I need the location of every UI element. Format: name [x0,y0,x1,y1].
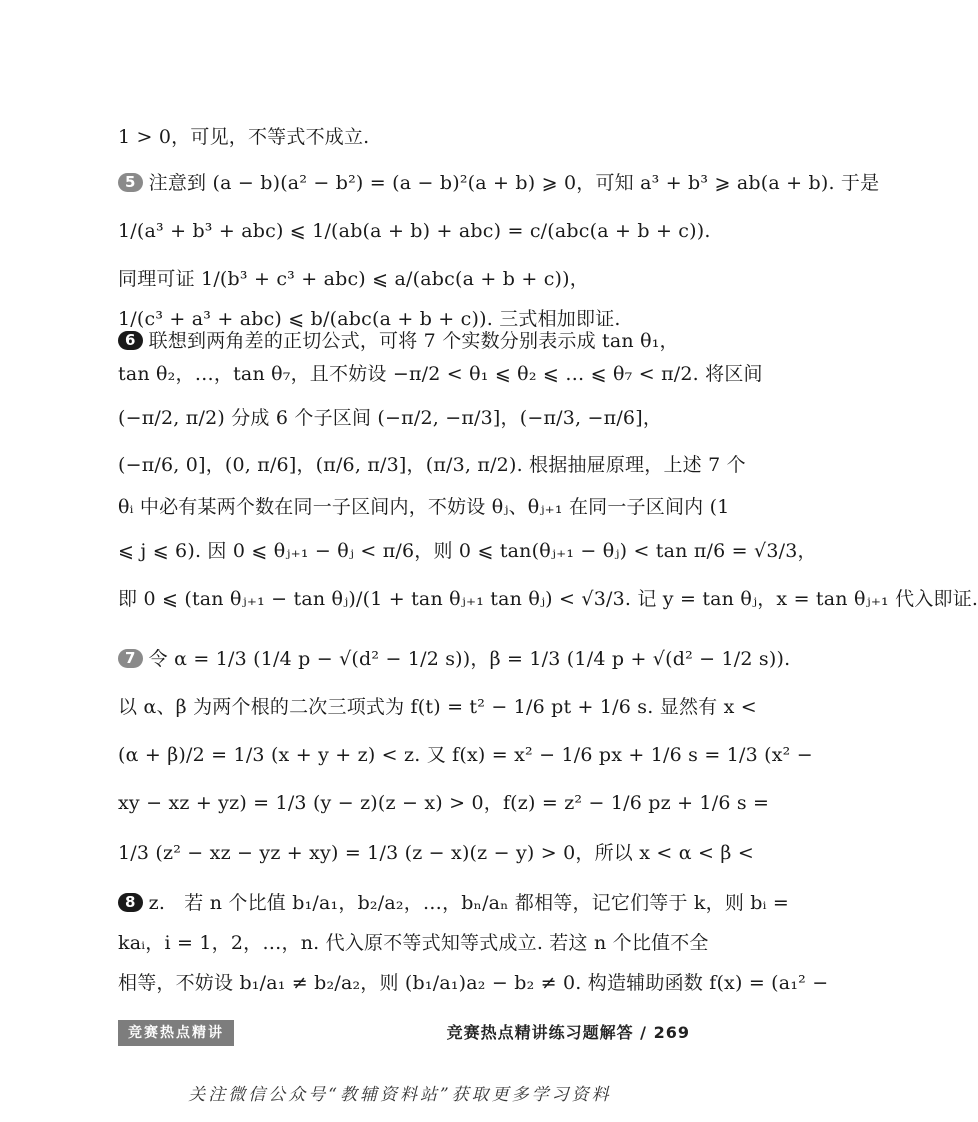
text-line: 即 0 ⩽ (tan θⱼ₊₁ − tan θⱼ)/(1 + tan θⱼ₊₁ tan θⱼ) < √3/3. 记 y = tan θⱼ，x = tan θⱼ₊₁ 代入即证. [118,588,978,610]
section-label: 竞赛热点精讲 [118,1020,234,1046]
problem-number-badge: 7 [118,649,143,668]
text-line: θᵢ 中必有某两个数在同一子区间内，不妨设 θⱼ、θⱼ₊₁ 在同一子区间内 (1 [118,496,730,518]
footer-title: 竞赛热点精讲练习题解答 [446,1023,634,1042]
problem-number-badge: 5 [118,173,143,192]
text-line: 1/(a³ + b³ + abc) ⩽ 1/(ab(a + b) + abc) = c/(abc(a + b + c)). [118,220,711,242]
text-line: (−π/6, 0]，(0, π/6]，(π/6, π/3]，(π/3, π/2). 根据抽屉原理，上述 7 个 [118,454,746,476]
text-line: 1/3 (z² − xz − yz + xy) = 1/3 (z − x)(z − y) > 0，所以 x < α < β < [118,842,754,864]
text-line: 同理可证 1/(b³ + c³ + abc) ⩽ a/(abc(a + b + c))， [118,268,589,290]
problem-number-badge: 8 [118,893,143,912]
text-line: 相等，不妨设 b₁/a₁ ≠ b₂/a₂，则 (b₁/a₁)a₂ − b₂ ≠ 0. 构造辅助函数 f(x) = (a₁² − [118,972,829,994]
text-line: 1/(c³ + a³ + abc) ⩽ b/(abc(a + b + c)). 三式相加即证. [118,308,621,330]
text-line: 6 联想到两角差的正切公式，可将 7 个实数分别表示成 tan θ₁， [118,328,684,354]
text-line: (α + β)/2 = 1/3 (x + y + z) < z. 又 f(x) = x² − 1/6 px + 1/6 s = 1/3 (x² − [118,744,813,766]
problem-number-badge: 6 [118,331,143,350]
text-line: 以 α、β 为两个根的二次三项式为 f(t) = t² − 1/6 pt + 1/6 s. 显然有 x < [118,696,757,718]
text-line: tan θ₂，…，tan θ₇，且不妨设 −π/2 < θ₁ ⩽ θ₂ ⩽ … ⩽ θ₇ < π/2. 将区间 [118,363,763,385]
page-footer [447,1020,690,1046]
text-line: 5 注意到 (a − b)(a² − b²) = (a − b)²(a + b) ⩾ 0，可知 a³ + b³ ⩾ ab(a + b). 于是 [118,170,684,196]
text-line: xy − xz + yz) = 1/3 (y − z)(z − x) > 0，f(z) = z² − 1/6 pz + 1/6 s = [118,792,770,814]
text-line: (−π/2, π/2) 分成 6 个子区间 (−π/2, −π/3]，(−π/3, −π/6]， [118,407,663,429]
text-line: 7 令 α = 1/3 (1/4 p − √(d² − 1/2 s))，β = 1/3 (1/4 p + √(d² − 1/2 s)). [118,646,684,672]
text-line: ⩽ j ⩽ 6). 因 0 ⩽ θⱼ₊₁ − θⱼ < π/6，则 0 ⩽ tan(θⱼ₊₁ − θⱼ) < tan π/6 = √3/3， [118,540,817,562]
footer-separator: / [640,1023,648,1042]
page-number: 269 [653,1023,690,1042]
watermark-text: 关注微信公众号“教辅资料站”获取更多学习资料 [188,1085,612,1105]
text-line: kaᵢ，i = 1，2，…，n. 代入原不等式知等式成立. 若这 n 个比值不全 [118,932,709,954]
text-line: 8 z. 若 n 个比值 b₁/a₁，b₂/a₂，…，bₙ/aₙ 都相等，记它们等于 k，则 bᵢ = [118,890,684,916]
text-line: 1 > 0，可见，不等式不成立. [118,126,370,148]
